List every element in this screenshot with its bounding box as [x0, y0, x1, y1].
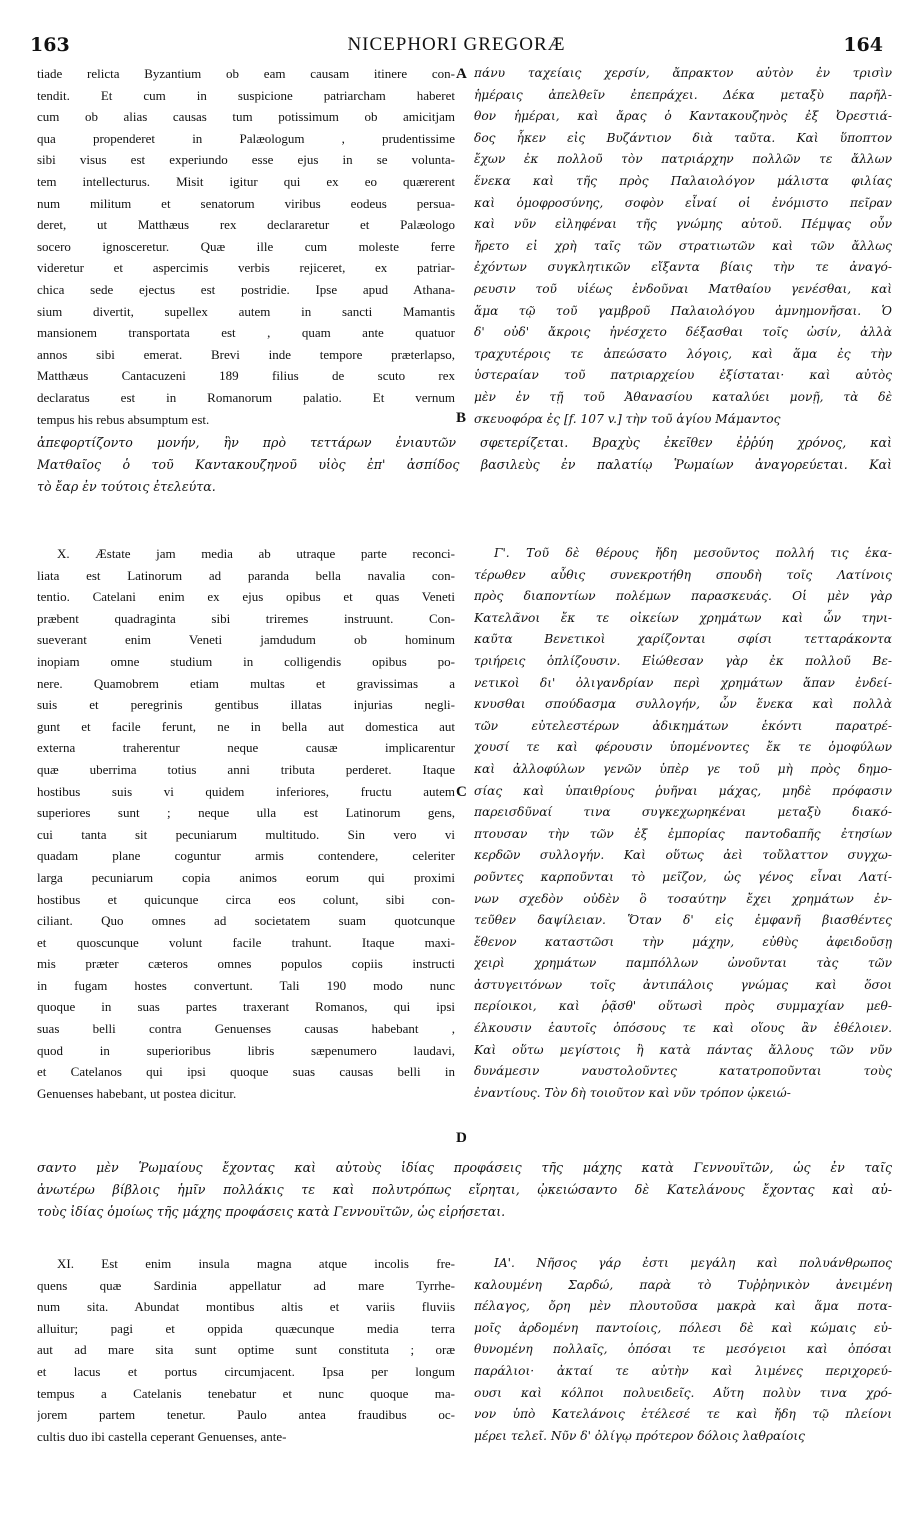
greek-text-line: νετικοὶ δι' ὀλιγανδρίαν περὶ χρημάτων ἅπαν ἐνδεί- — [474, 675, 892, 690]
greek-text-line: μέρει τελεῖ. Νῦν δ' ὀλίγῳ πρότερον δόλοις λαθραίοις — [474, 1428, 805, 1443]
greek-text-line: νων σχεδὸν οὐδὲν ὃ τοσαύτην ἔχει χρημάτων ἐν- — [474, 891, 892, 906]
greek-text-line: πτουσαν τὴν τῶν ἐξ ἐμπορίας παντοδαπῆς ἐτησίων — [474, 826, 892, 841]
latin-text-line: gunt et facile ferunt, ne in bella aut domestica aut — [37, 718, 455, 734]
greek-text-line: τριήρεις ὁπλίζουσιν. Εἰώθεσαν γὰρ ἐκ πολλοῦ Βε- — [474, 653, 892, 668]
latin-column-block2 — [37, 543, 455, 1104]
greek-text-line: τεῦθεν δαψίλειαν. Ὅταν δ' εἰς ἐμφανῆ βιασθέντες — [474, 913, 892, 928]
greek-fullwidth-block1 — [37, 432, 892, 498]
greek-column-block3 — [474, 1253, 892, 1447]
margin-marker-c: C — [456, 784, 467, 800]
greek-text-line: ἔχων ἐκ πολλοῦ τὸν πατριάρχην πολλῶν τε ἄλλων — [474, 152, 892, 167]
greek-text-line: δυνάμεσιν ναυστολοῦντες κατατροποῦνται τοὺς — [474, 1064, 892, 1079]
latin-text-line: ciliant. Quo omnes ad societatem suam quotcunque — [37, 913, 455, 929]
greek-text-line: θον ἡμέραι, καὶ ἄρας ὁ Καντακουζηνὸς ἐξ Ὀρεστιά- — [474, 109, 892, 124]
greek-text-line: κερδῶν συλλογήν. Καὶ οὕτως ἀεὶ τοὔλαττον συγχω- — [474, 848, 892, 863]
greek-text-line: ἕνεκα καὶ τῆς πρὸς Παλαιολόγον μάλιστα φιλίας — [474, 173, 892, 188]
greek-text-line: καὶ νῦν εἰληφέναι τῆς γνώμης αὐτοῦ. Πέμψας οὖν — [474, 217, 892, 232]
greek-text-line: ἀνωτέρω βίβλοις ἡμῖν πολλάκις τε καὶ πολυτρόπως εἴρηται, ᾠκειώσαντο δὲ Κατελάνους ἔχοντας καὶ αὐ- — [37, 1182, 892, 1197]
latin-text-line: et lacus et portus circumjacent. Ipsa per longum — [37, 1363, 455, 1379]
greek-text-line: χουσί τε καὶ φέρουσιν ὑπομένοντες ἔκ τε ὁμοφύλων — [474, 740, 892, 755]
greek-text-line: ἔθενον καταστῶσι τὴν μάχην, εὐθὺς ἀφειδοῦσῃ — [474, 934, 892, 949]
latin-text-line: sium divertit, supellex autem in sancti Mamantis — [37, 303, 455, 319]
running-title: NICEPHORI GREGORÆ — [347, 34, 566, 55]
greek-text-line: τοὺς ἰδίας ὁμοίως τῆς μάχης προφάσεις κατὰ Γεννουϊτῶν, ὡς εἰρήσεται. — [37, 1204, 506, 1219]
greek-text-line: ἡμέραις ἀπελθεῖν ἐπεπράχει. Δέκα μεταξὺ παρῆλ- — [474, 87, 892, 102]
greek-column-block2 — [474, 543, 892, 1104]
latin-text-line: tiade relicta Byzantium ob eam causam itinere con- — [37, 66, 455, 81]
latin-text-line: tentio. Catelani enim ex ejus opibus et quas Veneti — [37, 589, 455, 605]
latin-text-line: X. Æstate jam media ab utraque parte reconci- — [57, 546, 455, 561]
latin-text-line: jorem partem tenetur. Paulo antea fraudibus oc- — [37, 1407, 455, 1423]
page-number-left: 163 — [30, 34, 70, 56]
latin-text-line: num sita. Abundat montibus altis et variis fluviis — [37, 1299, 455, 1315]
greek-text-line: ροῦντες καρποῦνται τὸ μεῖζον, ὡς γένος εἶναι Λατί- — [474, 869, 892, 884]
latin-column-block3 — [37, 1253, 455, 1447]
greek-text-line: μοῖς ἀρδομένη παντοίοις, πόλεσι δὲ καὶ κώμαις εὐ- — [474, 1320, 892, 1335]
latin-text-line: tem intellecturus. Misit igitur qui ex eo quærerent — [37, 173, 455, 189]
latin-text-line: hostibus et quicunque circa eos colunt, sibi con- — [37, 891, 455, 907]
greek-text-line: ἀστυγειτόνων τοῖς ἀντιπάλοις γνώμας καὶ ὅσοι — [474, 977, 892, 992]
latin-text-line: num militum et senatorum viribus eodeus persua- — [37, 195, 455, 211]
latin-text-line: cultis duo ibi castella ceperant Genuenses, ante- — [37, 1428, 287, 1444]
latin-text-line: in fugam hostes convertunt. Tali 190 modo nunc — [37, 977, 455, 993]
latin-text-line: Matthæus Cantacuzeni 189 filius de scuto rex — [37, 368, 455, 384]
latin-text-line: mis præter cæteros omnes populos copiis instructi — [37, 956, 455, 972]
latin-text-line: XI. Est enim insula magna atque incolis fre- — [57, 1256, 455, 1271]
latin-text-line: larga pecuniarum copia animos eorum qui proximi — [37, 869, 455, 885]
greek-text-line: ἀπεφορτίζοντο μονήν, ἣν πρὸ τεττάρων ἐνιαυτῶν σφετερίζεται. Βραχὺς ἐκεῖθεν ἐῤῥύη χρόνος, καὶ — [37, 435, 892, 450]
greek-text-line: ἐναντίους. Τὸν δὴ τοιοῦτον καὶ νῦν τρόπον ᾠκειώ- — [474, 1085, 791, 1100]
greek-text-line: σίας καὶ ὑπαιθρίους ῥυῆναι μάχας, μηδὲ πρόφασιν — [474, 783, 892, 798]
greek-text-line: ρευσιν τοῦ υἱέως ἐνδοῦναι Ματθαίου γενέσθαι, καὶ — [474, 281, 892, 296]
greek-text-line: σκευοφόρα ἐς [f. 107 v.] τὴν τοῦ ἁγίου Μάμαντος — [474, 411, 781, 426]
latin-text-line: quæ uberrima totius anni tributa perderet. Itaque — [37, 761, 455, 777]
greek-text-line: παράλιοι· ἀκταί τε αὐτὴν καὶ λιμένες περιχορεύ- — [474, 1363, 892, 1378]
latin-text-line: cum ob alias causas tum potissimum ob amicitjam — [37, 109, 455, 125]
greek-text-line: περίοικοι, καὶ ῥᾷσθ' οὕτωσὶ πρὸς συμμαχίαν μεθ- — [474, 999, 892, 1014]
greek-text-line: τὸ ἔαρ ἐν τούτοις ἐτελεύτα. — [37, 479, 216, 494]
latin-column-block1 — [37, 63, 455, 430]
latin-text-line: annos sibi emerat. Brevi inde tempore præterlapso, — [37, 346, 455, 362]
greek-text-line: σαντο μὲν Ῥωμαίους ἔχοντας καὶ αὐτοὺς ἰδίας προφάσεις τῆς μάχης κατὰ Γεννουϊτῶν, ὡς ἐν ταῖς — [37, 1160, 892, 1175]
margin-marker-d: D — [456, 1130, 467, 1146]
greek-text-line: ΙΑ'. Νῆσος γάρ ἐστι μεγάλη καὶ πολυάνθρωπος — [494, 1256, 892, 1270]
greek-text-line: πέλαγος, ὄρη μὲν πλουτοῦσα μακρὰ καὶ ἅμα ποτα- — [474, 1299, 892, 1314]
latin-text-line: nere. Quamobrem etiam multas et gravissimas a — [37, 675, 455, 691]
latin-text-line: declaratus est in Romanorum palatio. Et vernum — [37, 389, 455, 405]
margin-marker-b: B — [456, 410, 467, 426]
greek-text-line: καῦτα Βενετικοὶ χαρίζονται σφίσι τετταράκοντα — [474, 632, 892, 647]
greek-text-line: κνυσθαι σπούδασμα συλλογήν, ὧν ἕνεκα καὶ πολλὰ — [474, 697, 892, 712]
latin-text-line: sibi visus est experiundo esse ejus in se volunta- — [37, 152, 455, 168]
latin-text-line: videretur et aspercimis verbis rejiceret, ex patriar- — [37, 260, 455, 276]
greek-text-line: χειρὶ χρημάτων παμπόλλων ὠνοῦνται τὰς τῶν — [474, 956, 892, 971]
greek-text-line: νον ὑπὸ Κατελάνοις ἐτέλεσέ τε καὶ ἤδη τῷ πλείονι — [474, 1407, 892, 1422]
latin-text-line: tempus a Catelanis tenebatur et nunc quoque ma- — [37, 1385, 455, 1401]
greek-text-line: παρεισδῦναί τινα συγκεχωρηκέναι μεταξὺ διακό- — [474, 805, 892, 820]
latin-text-line: deret, ut Matthæus rex declararetur et Palæologo — [37, 217, 455, 233]
latin-text-line: socero ignosceretur. Quæ ille cum moleste ferre — [37, 238, 455, 254]
greek-text-line: τραχυτέροις τε ἀπεώσατο λόγοις, καὶ ἅμα ἐς τὴν — [474, 346, 892, 361]
greek-text-line: ὑστεραίαν τοῦ πατριαρχείου ἐξίσταται· καὶ αὐτὸς — [474, 368, 892, 383]
greek-text-line: καὶ ἀλλοφύλων γενῶν ὑπὲρ γε τοῦ μὴ πρὸς δημο- — [474, 761, 892, 776]
greek-text-line: δ' οὐδ' ἄκροις ἠνέσχετο δέξασθαι τοῖς ὠσίν, ἀλλὰ — [474, 325, 892, 340]
latin-text-line: mansionem transportata est , quam ante quatuor — [37, 325, 455, 341]
greek-text-line: ἤρετο εἰ χρὴ ταῖς τῶν στρατιωτῶν καὶ τῶν ἄλλως — [474, 238, 892, 253]
latin-text-line: Genuenses habebant, ut postea dicitur. — [37, 1085, 237, 1101]
greek-text-line: Ματθαῖος ὁ τοῦ Καντακουζηνοῦ υἱὸς ἐπ' ἀσπίδος βασιλεὺς ἐν παλατίῳ Ῥωμαίων ἀναγορεύεται. Καὶ — [37, 457, 892, 472]
latin-text-line: aut ad mare sita sunt optime sunt constituta ; oræ — [37, 1342, 455, 1358]
margin-marker-a: A — [456, 66, 467, 82]
greek-text-line: Καὶ οὕτω μεγίστοις ἢ κατὰ πάντας ἄλλους τῶν νῦν — [474, 1042, 892, 1057]
latin-text-line: quadam plane coguntur armis contendere, celeriter — [37, 848, 455, 864]
latin-text-line: præbent quadraginta sibi triremes instruunt. Con- — [37, 610, 455, 626]
latin-text-line: hostibus suis vi quidem inferiores, fructu autem — [37, 783, 455, 799]
latin-text-line: quod in superioribus libris sæpenumero laudavi, — [37, 1042, 455, 1058]
latin-text-line: inopiam omne studium in colligendis opibus po- — [37, 653, 455, 669]
greek-text-line: θυνομένη πολλαῖς, ὁπόσαι τε μεσόγειοι καὶ ὁπόσαι — [474, 1342, 892, 1357]
greek-text-line: μὲν ἐν τῇ τοῦ Ἀθανασίου καταλύει μονῇ, τὰ δὲ — [474, 389, 892, 404]
latin-text-line: suis et peregrinis gentibus illatas injurias negli- — [37, 697, 455, 713]
latin-text-line: alluitur; pagi et oppida quæcunque media terra — [37, 1320, 455, 1336]
latin-text-line: et Catelanos qui ipsi quoque suas causas belli in — [37, 1064, 455, 1080]
greek-text-line: καὶ ὁμοφροσύνης, σοφὸν εἶναί οἱ ἐνόμιστο πεῖραν — [474, 195, 892, 210]
latin-text-line: sueverant enim Veneti jamdudum ob hominum — [37, 632, 455, 648]
greek-text-line: Κατελᾶνοι ἔκ τε οἰκείων χρημάτων καὶ ὧν τηνι- — [474, 610, 892, 625]
greek-text-line: Γ'. Τοῦ δὲ θέρους ἤδη μεσοῦντος πολλή τις ἑκα- — [494, 546, 892, 560]
greek-text-line: ἐχόντων συγκλητικῶν εἴξαντα βίαις τὴν τε ἀναγό- — [474, 260, 892, 275]
greek-fullwidth-block2 — [37, 1157, 892, 1223]
latin-text-line: liata est Latinorum ad paranda bella navalia con- — [37, 567, 455, 583]
latin-text-line: tempus his rebus absumptum est. — [37, 411, 210, 427]
greek-text-line: καλουμένη Σαρδώ, παρὰ τὸ Τυῤῥηνικὸν ἀνειμένη — [474, 1277, 892, 1292]
page-number-right: 164 — [843, 34, 883, 56]
latin-text-line: tendit. Et cum in suspicione patriarcham haberet — [37, 87, 455, 103]
greek-text-line: τῶν εὐτελεστέρων ἀδικημάτων ἑκόντι παρατρέ- — [474, 718, 892, 733]
greek-text-line: δος ἧκεν εἰς Βυζάντιον διὰ ταῦτα. Καὶ ὕποπτον — [474, 130, 892, 145]
latin-text-line: quoque in suas partes traxerant Romanos, qui ipsi — [37, 999, 455, 1015]
latin-text-line: suas belli contra Genuenses causas habebant , — [37, 1021, 455, 1037]
greek-text-line: έλκουσιν ἑαυτοῖς ὁπόσους τε καὶ οἵους ἂν ἐθέλοιεν. — [474, 1021, 892, 1036]
greek-text-line: τέρωθεν αὖθις συνεκροτήθη σπουδὴ τοῖς Λατίνοις — [474, 567, 892, 582]
latin-text-line: cui tanta sit pecuniarum multitudo. Sin vero vi — [37, 826, 455, 842]
greek-text-line: ἅμα τῷ τοῦ γαμβροῦ Παλαιολόγου ἀμνημονῆσαι. Ὁ — [474, 303, 892, 318]
greek-text-line: ουσι καὶ κόλποι πολυειδεῖς. Αὕτη πολὺν τινα χρό- — [474, 1385, 892, 1400]
greek-column-block1 — [474, 63, 892, 430]
greek-text-line: πάνυ ταχείαις χερσίν, ἄπρακτον αὐτὸν ἐν τρισὶν — [474, 66, 892, 80]
latin-text-line: chica sede ejectus est postridie. Ipse apud Athana- — [37, 281, 455, 297]
page-header — [30, 34, 883, 60]
latin-text-line: externa traherentur neque causæ implicarentur — [37, 740, 455, 756]
greek-text-line: πρὸς διαποντίων πολέμων παρασκευάς. Οἱ μὲν γὰρ — [474, 589, 892, 604]
latin-text-line: quens quæ Sardinia appellatur ad mare Tyrrhe- — [37, 1277, 455, 1293]
latin-text-line: superiores sunt ; neque ulla est Latinorum gens, — [37, 805, 455, 821]
latin-text-line: et quoscunque volunt facile trahunt. Itaque maxi- — [37, 934, 455, 950]
latin-text-line: qua propenderet in Palæologum , prudentissime — [37, 130, 455, 146]
